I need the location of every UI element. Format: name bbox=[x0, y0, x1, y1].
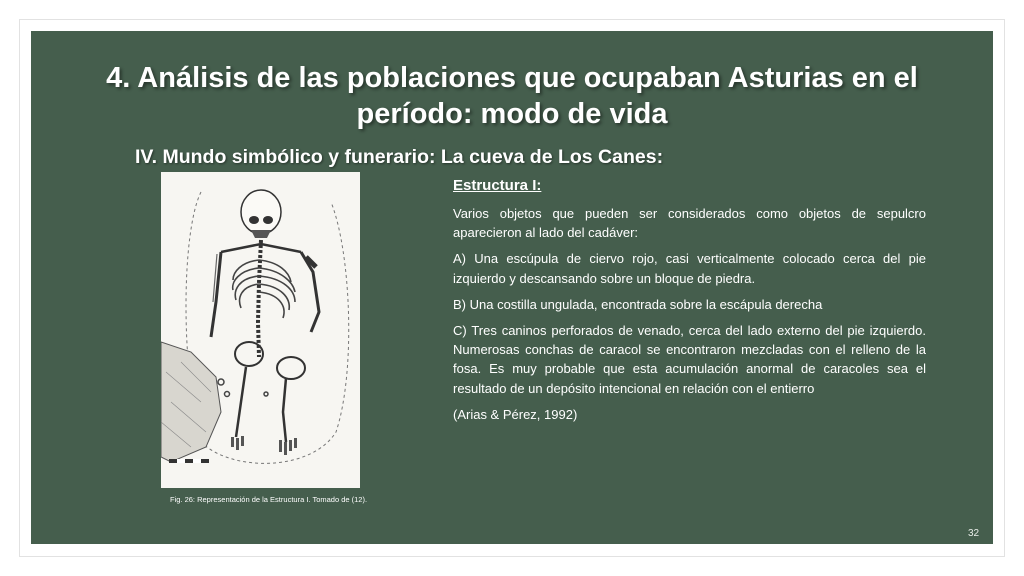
paragraph-a: A) Una escúpula de ciervo rojo, casi verticalmente colocado cerca del pie izquierdo y descansando sobre un bloque de piedra. bbox=[453, 251, 926, 286]
page-number: 32 bbox=[968, 528, 980, 539]
skeleton-burial-drawing-icon bbox=[161, 172, 360, 488]
section-heading: Estructura I: bbox=[453, 177, 542, 194]
citation: (Arias & Pérez, 1992) bbox=[453, 406, 578, 422]
figure-caption: Fig. 26: Representación de la Estructura I. Tomado de (12). bbox=[170, 495, 368, 504]
slide-title bbox=[0, 60, 1024, 132]
title-line-1: 4. Análisis de las poblaciones que ocupaban Asturias en el bbox=[106, 62, 918, 94]
slide-subtitle: IV. Mundo simbólico y funerario: La cueva de Los Canes: bbox=[135, 146, 664, 168]
paragraph-intro: Varios objetos que pueden ser considerados como objetos de sepulcro aparecieron al lado del cadáver: bbox=[453, 206, 926, 241]
paragraph-b: B) Una costilla ungulada, encontrada sobre la escápula derecha bbox=[453, 296, 823, 312]
skeleton-burial-figure bbox=[161, 172, 360, 488]
title-line-2: período: modo de vida bbox=[356, 98, 668, 130]
text-column bbox=[453, 176, 926, 431]
paragraph-c: C) Tres caninos perforados de venado, cerca del lado externo del pie izquierdo. Numerosas conchas de caracol se encontraron mezcladas con el relleno de la fosa. Es muy probable que esta acumulación anormal de caracoles sea el resultado de un depósito intencional en relación con el entierro bbox=[453, 323, 926, 396]
